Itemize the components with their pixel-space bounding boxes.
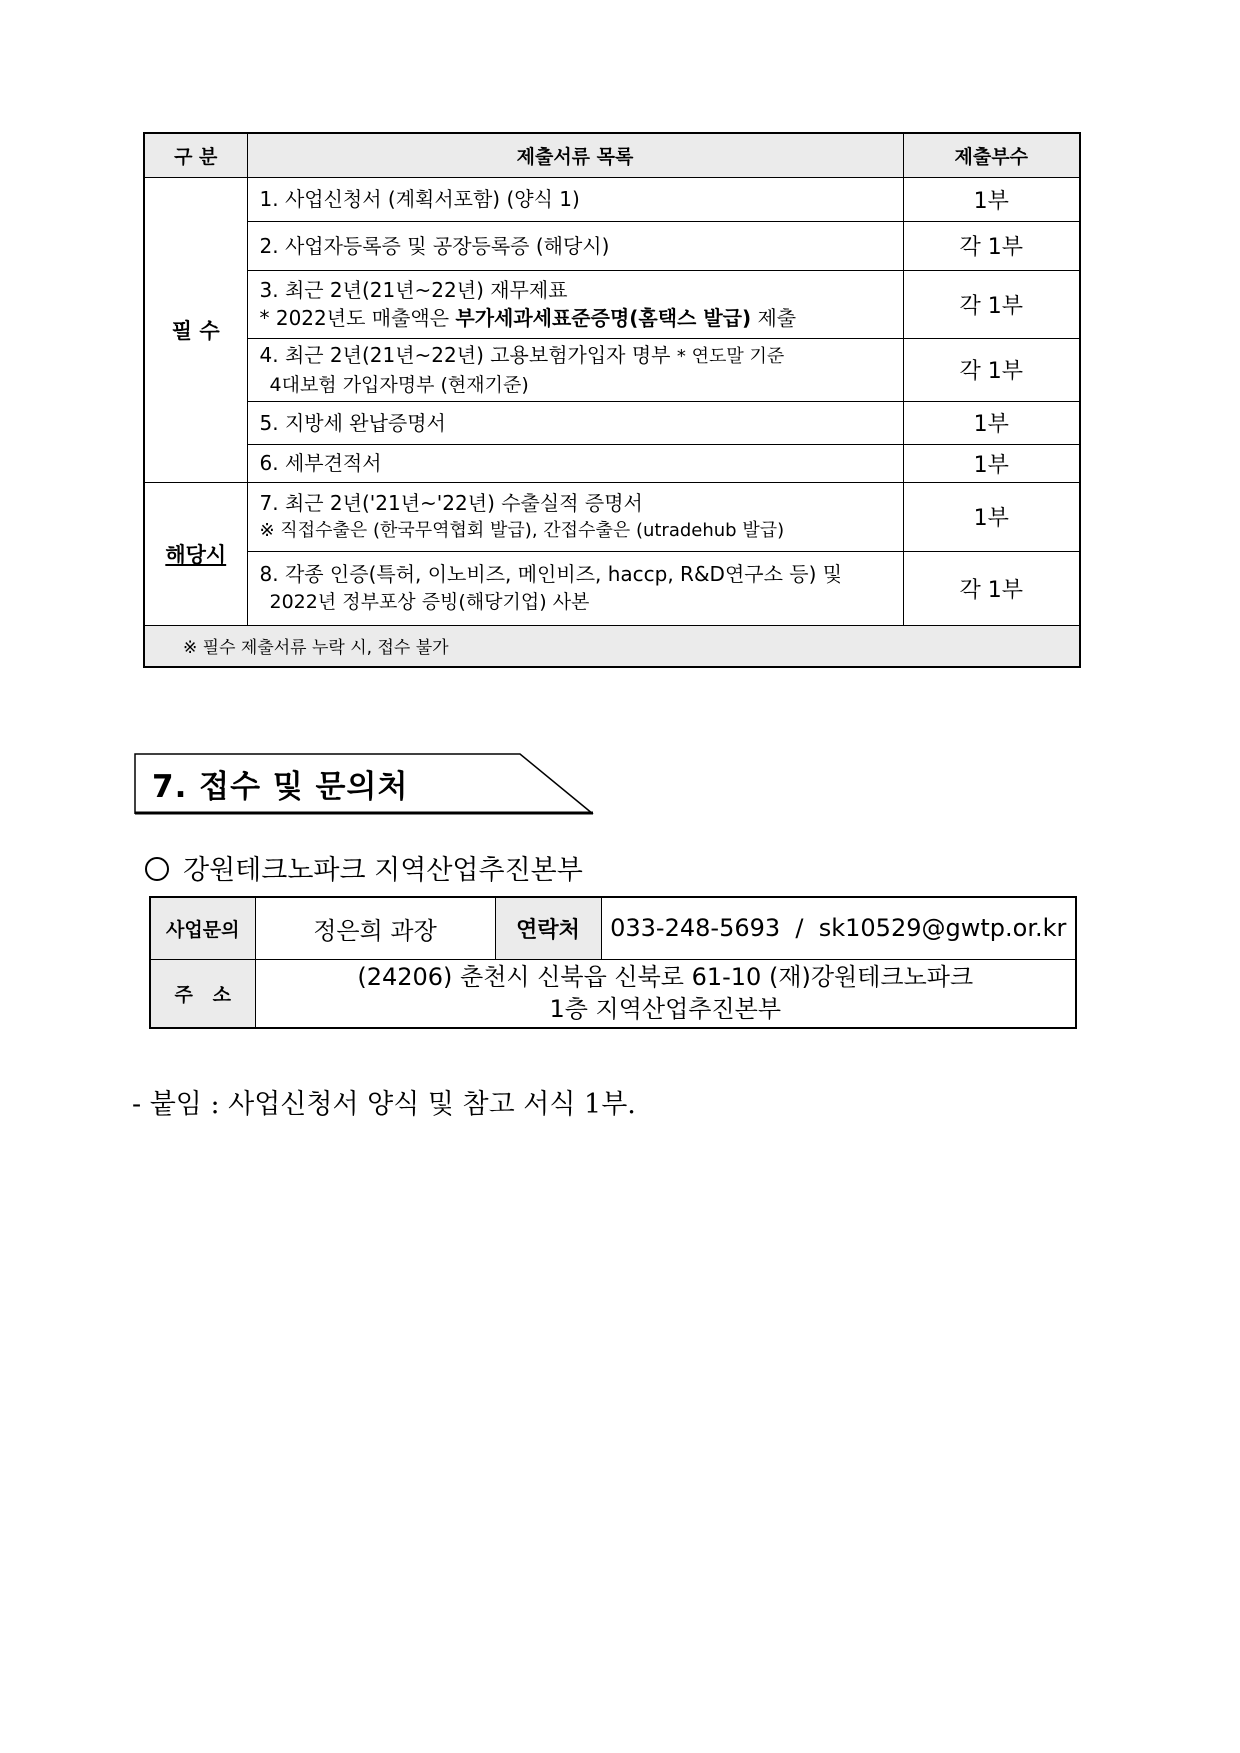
table-row <box>144 270 1080 338</box>
address-line-2: 1층 지역산업추진본부 <box>549 995 782 1024</box>
address-line-1: (24206) 춘천시 신북읍 신북로 61-10 (재)강원테크노파크 <box>357 963 974 992</box>
contact-table <box>149 896 1077 1029</box>
header-document-list: 제출서류 목록 <box>247 133 903 177</box>
item-note: * 연도말 기준 <box>676 345 785 367</box>
attachment-note: - 붙임 : 사업신청서 양식 및 참고 서식 1부. <box>132 1089 636 1120</box>
copies-count: 1부 <box>903 177 1080 221</box>
section-header <box>134 753 594 815</box>
circle-bullet-icon <box>145 857 169 881</box>
document-item-line: 7. 최근 2년('21년~'22년) 수출실적 증명서 <box>259 490 643 515</box>
address-value <box>255 959 1076 1028</box>
note-text: * 2022년도 매출액은 <box>259 306 456 330</box>
document-item <box>247 551 903 625</box>
document-item: 2. 사업자등록증 및 공장등록증 (해당시) <box>247 221 903 270</box>
section-title: 7. 접수 및 문의처 <box>152 769 409 805</box>
document-item-subline: 2022년 정부포상 증빙(해당기업) 사본 <box>269 591 590 613</box>
table-footnote-row <box>144 625 1080 667</box>
copies-count: 각 1부 <box>903 551 1080 625</box>
document-item <box>247 482 903 551</box>
header-copies: 제출부수 <box>903 133 1080 177</box>
organization-line <box>145 848 583 887</box>
table-row <box>144 551 1080 625</box>
copies-count: 각 1부 <box>903 221 1080 270</box>
document-item-line <box>260 341 891 371</box>
copies-count: 각 1부 <box>903 338 1080 401</box>
phone-email-value: 033-248-5693 / sk10529@gwtp.or.kr <box>601 897 1076 959</box>
category-required: 필 수 <box>144 177 247 482</box>
copies-count: 1부 <box>903 401 1080 444</box>
document-item-line: 3. 최근 2년(21년~22년) 재무제표 <box>259 278 568 302</box>
note-bold-text: 부가세과세표준증명(홈택스 발급) <box>455 306 752 330</box>
note-text-end: 제출 <box>751 306 797 330</box>
document-item <box>247 270 903 338</box>
document-item-note: ※ 직접수출은 (한국무역협회 발급), 간접수출은 (utradehub 발급) <box>259 519 785 541</box>
contact-row <box>150 897 1076 959</box>
table-row <box>144 338 1080 401</box>
table-row <box>144 482 1080 551</box>
table-footnote: ※ 필수 제출서류 누락 시, 접수 불가 <box>144 625 1080 667</box>
address-row <box>150 959 1076 1028</box>
document-item: 6. 세부견적서 <box>247 444 903 482</box>
table-row <box>144 444 1080 482</box>
document-item-note <box>260 304 891 332</box>
table-row <box>144 177 1080 221</box>
copies-count: 각 1부 <box>903 270 1080 338</box>
document-item <box>247 338 903 401</box>
copies-count: 1부 <box>903 444 1080 482</box>
table-row <box>144 221 1080 270</box>
phone-label: 연락처 <box>495 897 601 959</box>
table-header-row <box>144 133 1080 177</box>
document-item: 1. 사업신청서 (계획서포함) (양식 1) <box>247 177 903 221</box>
document-item-line: 8. 각종 인증(특허, 이노비즈, 메인비즈, haccp, R&D연구소 등) 및 <box>259 562 843 586</box>
category-optional <box>144 482 247 625</box>
organization-name: 강원테크노파크 지역산업추진본부 <box>183 855 583 886</box>
item-text: 4. 최근 2년(21년~22년) 고용보험가입자 명부 <box>259 342 677 367</box>
address-label: 주 소 <box>150 959 255 1028</box>
table-row <box>144 401 1080 444</box>
copies-count: 1부 <box>903 482 1080 551</box>
document-item-subline: 4대보험 가입자명부 (현재기준) <box>269 373 529 396</box>
header-category: 구 분 <box>144 133 247 177</box>
inquiry-label: 사업문의 <box>150 897 255 959</box>
category-optional-label: 해당시 <box>165 542 227 567</box>
document-item: 5. 지방세 완납증명서 <box>247 401 903 444</box>
submission-documents-table <box>143 132 1081 668</box>
inquiry-value: 정은희 과장 <box>255 897 495 959</box>
